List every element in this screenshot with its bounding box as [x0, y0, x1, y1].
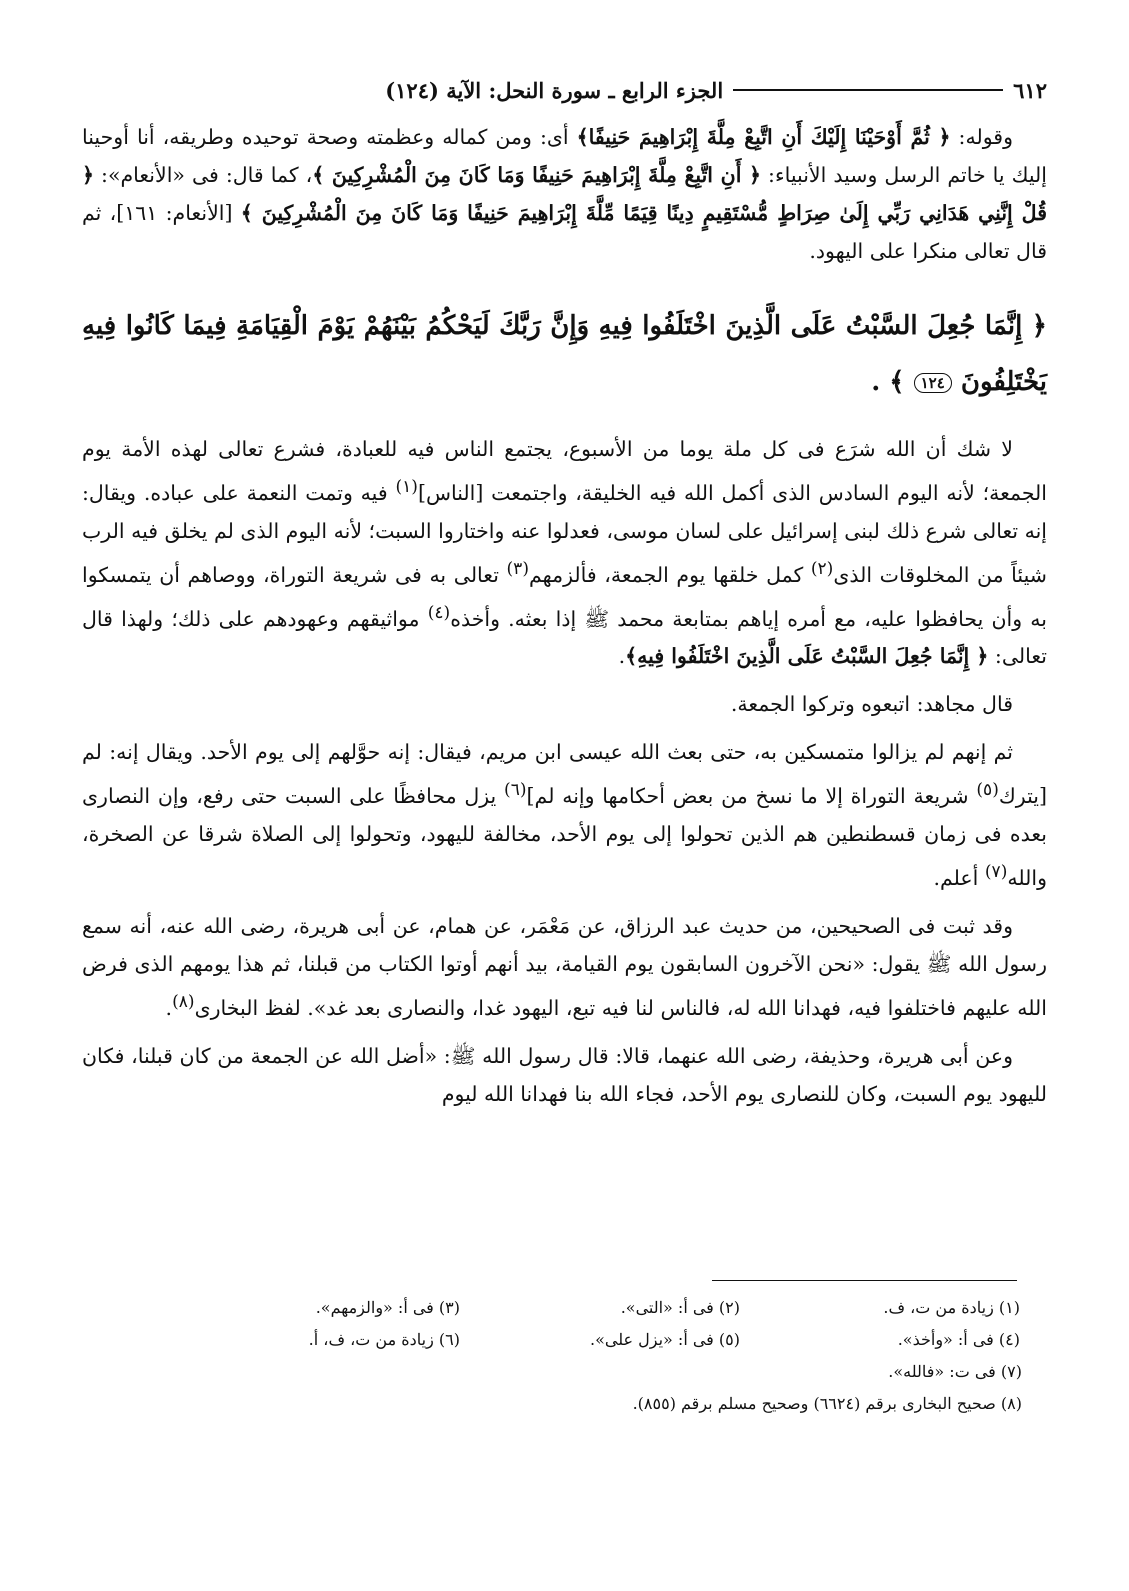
footnote: (٢) فى أ: «التى». — [620, 1298, 740, 1317]
footnote-rule — [712, 1280, 1017, 1281]
verse-text: ﴿ إِنَّمَا جُعِلَ السَّبْتُ عَلَى الَّذِينَ اخْتَلَفُوا فِيهِ وَإِنَّ رَبَّكَ لَيَحْكُمُ بَيْنَهُمْ يَوْمَ الْقِيَامَةِ فِيمَا كَانُوا فِيهِ يَخْتَلِفُونَ — [82, 311, 1047, 397]
header-rule — [733, 89, 1003, 91]
intro-text: ، كما قال: فى «الأنعام»: — [94, 163, 313, 187]
intro-paragraph — [82, 118, 1047, 270]
ayah-number: ١٢٤ — [914, 373, 952, 393]
quran-quote: ﴿ قُلْ إِنَّنِي هَدَانِي رَبِّي إِلَىٰ صِرَاطٍ مُّسْتَقِيمٍ دِينًا قِيَمًا مِّلَّةَ إِبْرَاهِيمَ حَنِيفًا وَمَا كَانَ مِنَ الْمُشْرِكِينَ ﴾ — [82, 163, 1048, 225]
footnote: (١) زيادة من ت، ف. — [883, 1298, 1020, 1317]
intro-text: وقوله: — [950, 125, 1013, 149]
footnote: (٥) فى أ: «يزل على». — [590, 1330, 740, 1349]
footnote-ref: (٨) — [172, 992, 195, 1013]
footnote: (٦) زيادة من ت، ف، أ. — [308, 1330, 460, 1349]
footnote: (٨) صحيح البخارى برقم (٦٦٢٤) وصحيح مسلم برقم (٨٥٥). — [632, 1394, 1022, 1413]
quran-quote: ﴿ أَنِ اتَّبِعْ مِلَّةَ إِبْرَاهِيمَ حَنِيفًا وَمَا كَانَ مِنَ الْمُشْرِكِينَ ﴾ — [312, 163, 762, 187]
quran-quote: ﴿ ثُمَّ أَوْحَيْنَا إِلَيْكَ أَنِ اتَّبِعْ مِلَّةَ إِبْرَاهِيمَ حَنِيفًا﴾ — [576, 125, 951, 149]
footnote: (٧) فى ت: «فالله». — [888, 1362, 1022, 1381]
footnote: (٤) فى أ: «وأخذ». — [897, 1330, 1020, 1349]
footnote-ref: (٤) — [427, 602, 451, 623]
intro-text: أى: ومن كماله وعظمته وصحة توحيده وطريقه، أنا أوحينا إليك يا خاتم الرسل وسيد الأنبياء: — [82, 125, 1047, 187]
footnote-ref: (٧) — [984, 862, 1008, 883]
paragraph: قال مجاهد: اتبعوه وتركوا الجمعة. — [730, 692, 1013, 717]
intro-text: [الأنعام: ١٦١]، ثم قال تعالى منكرا على اليهود. — [82, 201, 1047, 263]
featured-verse — [82, 298, 1047, 410]
paragraph: وقد ثبت فى الصحيحين، من حديث عبد الرزاق، عن مَعْمَر، عن همام، عن أبى هريرة، رضى الله عنه، أنه سمع رسول الله ﷺ يقول: «نحن الآخرون السابقون يوم القيامة، بيد أنهم أوتوا الكتاب من قبلنا، ثم هذا يومهم الذى فرض الله عليهم فاختلفوا فيه، فهدانا الله له، فالناس لنا فيه تبع، اليهود غدا، والنصارى بعد غد». لفظ البخارى$^{(٨)}$. — [82, 914, 1047, 1020]
footnote-row — [260, 1328, 1020, 1352]
page-number: ٦١٢ — [1013, 77, 1047, 103]
footnote: (٣) فى أ: «والزمهم». — [315, 1298, 460, 1317]
paragraph: لا شك أن الله شرَع فى كل ملة يوما من الأسبوع، يجتمع الناس فيه للعبادة، فشرع تعالى لهذه الأمة يوم الجمعة؛ لأنه اليوم السادس الذى أكمل الله فيه الخليقة، واجتمعت [الناس]$^{(١)}$ فيه وتمت النعمة على عباده. ويقال: إنه تعالى شرع ذلك لبنى إسرائيل على لسان موسى، فعدلوا عنه واختاروا السبت؛ لأنه اليوم الذى لم يخلق فيه الرب شيئاً من المخلوقات الذى$^{(٢)}$ كمل خلقها يوم الجمعة، فألزمهم$^{(٣)}$ تعالى به فى شريعة التوراة، ووصاهم أن يتمسكوا به وأن يحافظوا عليه، مع أمره إياهم بمتابعة محمد ﷺ إذا بعثه. وأخذه$^{(٤)}$ مواثيقهم وعهودهم على ذلك؛ ولهذا قال تعالى: ﴿ إِنَّمَا جُعِلَ السَّبْتُ عَلَى الَّذِينَ اخْتَلَفُوا فِيهِ﴾. — [82, 437, 1047, 669]
footnote-ref: (٢) — [810, 558, 834, 579]
commentary — [82, 430, 1047, 1113]
footnote-ref: (٣) — [506, 558, 530, 579]
paragraph: وعن أبى هريرة، وحذيفة، رضى الله عنهما، قالا: قال رسول الله ﷺ: «أضل الله عن الجمعة من كان قبلنا، فكان لليهود يوم السبت، وكان للنصارى يوم الأحد، فجاء الله بنا فهدانا الله ليوم — [82, 1043, 1047, 1106]
running-title: الجزء الرابع ـ سورة النحل: الآية (١٢٤) — [385, 77, 724, 103]
quran-quote: ﴿ إِنَّمَا جُعِلَ السَّبْتُ عَلَى الَّذِينَ اخْتَلَفُوا فِيهِ﴾ — [625, 644, 989, 669]
paragraph: ثم إنهم لم يزالوا متمسكين به، حتى بعث الله عيسى ابن مريم، فيقال: إنه حوَّلهم إلى يوم الأحد. ويقال إنه: لم [يترك$^{(٥)}$ شريعة التوراة إلا ما نسخ من بعض أحكامها وإنه لم]$^{(٦)}$ يزل محافظًا على السبت حتى رفع، وإن النصارى بعده فى زمان قسطنطين هم الذين تحولوا إلى يوم الأحد، مخالفة لليهود، وتحولوا إلى الصلاة شرقا عن الصخرة، والله$^{(٧)}$ أعلم. — [82, 740, 1047, 891]
page-header — [82, 70, 1047, 110]
footnote-ref: (١) — [395, 477, 418, 497]
footnote-ref: (٥) — [976, 780, 999, 801]
footnote-ref: (٦) — [504, 780, 527, 801]
verse-close: ﴾ . — [871, 367, 905, 397]
footnote-row — [260, 1296, 1020, 1320]
